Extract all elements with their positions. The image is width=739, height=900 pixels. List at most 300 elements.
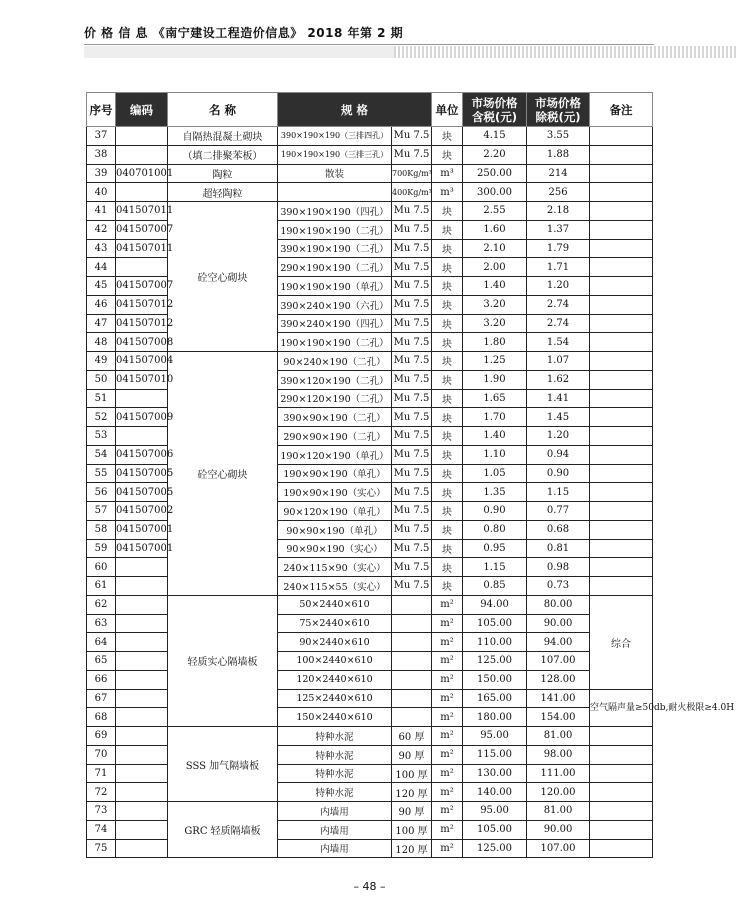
table-row bbox=[87, 164, 653, 183]
header-rule bbox=[84, 44, 654, 45]
row-grade: Mu 7.5 bbox=[392, 502, 432, 521]
row-remark bbox=[590, 464, 653, 483]
row-unit: 块 bbox=[432, 483, 463, 502]
row-remark bbox=[590, 277, 653, 296]
row-price-tax: 1.15 bbox=[463, 558, 527, 577]
row-grade: 100 厚 bbox=[392, 820, 432, 839]
row-number: 49 bbox=[87, 352, 116, 371]
row-grade: 60 厚 bbox=[392, 727, 432, 746]
row-unit: 块 bbox=[432, 445, 463, 464]
row-code bbox=[116, 745, 168, 764]
row-code: 041507005 bbox=[116, 464, 168, 483]
row-price-tax: 0.80 bbox=[463, 520, 527, 539]
row-grade: 90 厚 bbox=[392, 745, 432, 764]
row-price-notax: 107.00 bbox=[527, 652, 590, 671]
row-spec: 特种水泥 bbox=[278, 783, 392, 802]
row-remark bbox=[590, 745, 653, 764]
row-unit: m² bbox=[432, 839, 463, 858]
row-remark bbox=[590, 558, 653, 577]
row-unit: 块 bbox=[432, 427, 463, 446]
row-unit: 块 bbox=[432, 370, 463, 389]
row-price-notax: 256 bbox=[527, 183, 590, 202]
row-remark bbox=[590, 127, 653, 146]
table-row bbox=[87, 127, 653, 146]
row-unit: m² bbox=[432, 633, 463, 652]
col-spec: 规 格 bbox=[278, 93, 432, 127]
row-price-tax: 300.00 bbox=[463, 183, 527, 202]
row-unit: 块 bbox=[432, 539, 463, 558]
row-spec: 240×115×55（实心） bbox=[278, 577, 392, 596]
row-price-notax: 128.00 bbox=[527, 670, 590, 689]
row-remark bbox=[590, 820, 653, 839]
table-row bbox=[87, 183, 653, 202]
row-remark bbox=[590, 295, 653, 314]
row-remark bbox=[590, 427, 653, 446]
row-price-tax: 1.10 bbox=[463, 445, 527, 464]
row-price-notax: 81.00 bbox=[527, 727, 590, 746]
row-price-tax: 0.90 bbox=[463, 502, 527, 521]
row-number: 68 bbox=[87, 708, 116, 727]
row-remark bbox=[590, 145, 653, 164]
table-row bbox=[87, 802, 653, 821]
row-price-notax: 214 bbox=[527, 164, 590, 183]
row-spec: 50×2440×610 bbox=[278, 595, 392, 614]
row-price-notax: 98.00 bbox=[527, 745, 590, 764]
row-unit: 块 bbox=[432, 352, 463, 371]
row-number: 40 bbox=[87, 183, 116, 202]
row-grade: 700Kg/m³ bbox=[392, 164, 432, 183]
row-spec: 190×190×190（三排三孔） bbox=[278, 145, 392, 164]
row-spec: 75×2440×610 bbox=[278, 614, 392, 633]
row-price-notax: 1.07 bbox=[527, 352, 590, 371]
row-grade: Mu 7.5 bbox=[392, 445, 432, 464]
row-price-notax: 80.00 bbox=[527, 595, 590, 614]
row-unit: m² bbox=[432, 727, 463, 746]
row-price-notax: 1.71 bbox=[527, 258, 590, 277]
row-spec: 特种水泥 bbox=[278, 764, 392, 783]
row-price-tax: 1.40 bbox=[463, 277, 527, 296]
row-number: 74 bbox=[87, 820, 116, 839]
row-unit: m² bbox=[432, 670, 463, 689]
row-code: 041507004 bbox=[116, 352, 168, 371]
row-name: 自隔热混凝土砌块 bbox=[168, 127, 278, 146]
row-remark bbox=[590, 520, 653, 539]
row-number: 75 bbox=[87, 839, 116, 858]
row-price-notax: 120.00 bbox=[527, 783, 590, 802]
row-spec: 150×2440×610 bbox=[278, 708, 392, 727]
row-number: 67 bbox=[87, 689, 116, 708]
row-remark bbox=[590, 727, 653, 746]
row-grade: Mu 7.5 bbox=[392, 577, 432, 596]
row-number: 66 bbox=[87, 670, 116, 689]
row-price-tax: 95.00 bbox=[463, 802, 527, 821]
row-grade: Mu 7.5 bbox=[392, 464, 432, 483]
row-price-notax: 94.00 bbox=[527, 633, 590, 652]
row-grade: 90 厚 bbox=[392, 802, 432, 821]
row-unit: 块 bbox=[432, 295, 463, 314]
row-price-tax: 115.00 bbox=[463, 745, 527, 764]
row-code bbox=[116, 145, 168, 164]
row-number: 38 bbox=[87, 145, 116, 164]
row-spec: 190×90×190（实心） bbox=[278, 483, 392, 502]
row-number: 37 bbox=[87, 127, 116, 146]
row-spec: 290×190×190（二孔） bbox=[278, 258, 392, 277]
row-remark-note: 空气隔声量≥50db,耐火极限≥4.0H bbox=[590, 689, 653, 727]
row-spec bbox=[278, 183, 392, 202]
row-remark bbox=[590, 839, 653, 858]
row-remark bbox=[590, 333, 653, 352]
row-grade: Mu 7.5 bbox=[392, 427, 432, 446]
row-code bbox=[116, 802, 168, 821]
row-unit: m³ bbox=[432, 164, 463, 183]
row-code bbox=[116, 764, 168, 783]
row-grade: Mu 7.5 bbox=[392, 295, 432, 314]
row-grade: Mu 7.5 bbox=[392, 389, 432, 408]
row-number: 72 bbox=[87, 783, 116, 802]
row-code: 041507012 bbox=[116, 295, 168, 314]
col-name: 名 称 bbox=[168, 93, 278, 127]
row-remark-note: 综合 bbox=[590, 595, 653, 689]
row-price-tax: 105.00 bbox=[463, 820, 527, 839]
row-unit: 块 bbox=[432, 333, 463, 352]
row-price-notax: 0.98 bbox=[527, 558, 590, 577]
row-spec: 290×90×190（二孔） bbox=[278, 427, 392, 446]
row-number: 60 bbox=[87, 558, 116, 577]
row-number: 61 bbox=[87, 577, 116, 596]
row-spec: 390×90×190（二孔） bbox=[278, 408, 392, 427]
row-price-tax: 3.20 bbox=[463, 314, 527, 333]
row-number: 69 bbox=[87, 727, 116, 746]
row-unit: 块 bbox=[432, 389, 463, 408]
row-code: 041507009 bbox=[116, 408, 168, 427]
price-table bbox=[86, 92, 735, 858]
row-price-tax: 3.20 bbox=[463, 295, 527, 314]
row-price-tax: 180.00 bbox=[463, 708, 527, 727]
row-price-tax: 0.95 bbox=[463, 539, 527, 558]
row-price-notax: 0.77 bbox=[527, 502, 590, 521]
row-unit: 块 bbox=[432, 464, 463, 483]
row-price-notax: 90.00 bbox=[527, 614, 590, 633]
row-grade: 100 厚 bbox=[392, 764, 432, 783]
row-code bbox=[116, 689, 168, 708]
row-code bbox=[116, 783, 168, 802]
row-remark bbox=[590, 802, 653, 821]
row-grade: Mu 7.5 bbox=[392, 145, 432, 164]
row-group-name: 砼空心砌块 bbox=[168, 352, 278, 596]
row-unit: 块 bbox=[432, 220, 463, 239]
row-spec: 290×120×190（二孔） bbox=[278, 389, 392, 408]
table-row bbox=[87, 352, 653, 371]
row-grade bbox=[392, 670, 432, 689]
col-unit: 单位 bbox=[432, 93, 463, 127]
row-code bbox=[116, 183, 168, 202]
row-price-tax: 2.00 bbox=[463, 258, 527, 277]
col-price-tax-label: 市场价格 含税(元) bbox=[471, 95, 518, 124]
row-unit: m² bbox=[432, 652, 463, 671]
row-grade: Mu 7.5 bbox=[392, 220, 432, 239]
row-price-tax: 1.05 bbox=[463, 464, 527, 483]
row-spec: 90×90×190（实心） bbox=[278, 539, 392, 558]
row-spec: 90×240×190（二孔） bbox=[278, 352, 392, 371]
row-code: 041507006 bbox=[116, 445, 168, 464]
row-code: 041507005 bbox=[116, 483, 168, 502]
row-spec: 100×2440×610 bbox=[278, 652, 392, 671]
row-code: 041507011 bbox=[116, 239, 168, 258]
row-unit: m² bbox=[432, 802, 463, 821]
col-remark: 备注 bbox=[590, 93, 653, 127]
row-unit: 块 bbox=[432, 258, 463, 277]
row-grade bbox=[392, 614, 432, 633]
row-price-tax: 1.80 bbox=[463, 333, 527, 352]
page-header bbox=[84, 18, 654, 48]
row-price-tax: 1.60 bbox=[463, 220, 527, 239]
row-spec: 散装 bbox=[278, 164, 392, 183]
row-remark bbox=[590, 202, 653, 221]
row-price-notax: 1.54 bbox=[527, 333, 590, 352]
row-number: 59 bbox=[87, 539, 116, 558]
row-spec: 190×190×190（单孔） bbox=[278, 277, 392, 296]
row-code bbox=[116, 258, 168, 277]
row-group-name: 轻质实心隔墙板 bbox=[168, 595, 278, 726]
row-remark bbox=[590, 764, 653, 783]
table-row bbox=[87, 145, 653, 164]
row-price-notax: 0.94 bbox=[527, 445, 590, 464]
row-price-tax: 2.10 bbox=[463, 239, 527, 258]
row-unit: m² bbox=[432, 745, 463, 764]
row-spec: 90×90×190（单孔） bbox=[278, 520, 392, 539]
row-unit: 块 bbox=[432, 502, 463, 521]
row-spec: 内墙用 bbox=[278, 820, 392, 839]
row-spec: 390×190×190（三排四孔） bbox=[278, 127, 392, 146]
row-code: 041507012 bbox=[116, 314, 168, 333]
row-grade: Mu 7.5 bbox=[392, 558, 432, 577]
row-price-tax: 1.90 bbox=[463, 370, 527, 389]
row-spec: 190×90×190（单孔） bbox=[278, 464, 392, 483]
row-number: 55 bbox=[87, 464, 116, 483]
header-band bbox=[84, 46, 394, 58]
header-pattern bbox=[394, 46, 736, 58]
row-price-notax: 0.81 bbox=[527, 539, 590, 558]
row-grade: Mu 7.5 bbox=[392, 202, 432, 221]
row-grade: Mu 7.5 bbox=[392, 333, 432, 352]
row-grade bbox=[392, 689, 432, 708]
row-price-tax: 1.40 bbox=[463, 427, 527, 446]
row-code bbox=[116, 670, 168, 689]
row-number: 70 bbox=[87, 745, 116, 764]
row-grade: Mu 7.5 bbox=[392, 258, 432, 277]
row-remark bbox=[590, 258, 653, 277]
row-spec: 390×240×190（六孔） bbox=[278, 295, 392, 314]
row-number: 58 bbox=[87, 520, 116, 539]
row-spec: 190×190×190（二孔） bbox=[278, 333, 392, 352]
row-unit: m² bbox=[432, 689, 463, 708]
row-price-tax: 130.00 bbox=[463, 764, 527, 783]
row-unit: m² bbox=[432, 764, 463, 783]
row-remark bbox=[590, 220, 653, 239]
row-code bbox=[116, 708, 168, 727]
row-code: 041507011 bbox=[116, 202, 168, 221]
row-spec: 240×115×90（实心） bbox=[278, 558, 392, 577]
row-unit: 块 bbox=[432, 239, 463, 258]
row-spec: 特种水泥 bbox=[278, 745, 392, 764]
row-spec: 内墙用 bbox=[278, 839, 392, 858]
row-unit: 块 bbox=[432, 127, 463, 146]
row-price-tax: 95.00 bbox=[463, 727, 527, 746]
row-code bbox=[116, 577, 168, 596]
row-price-tax: 2.55 bbox=[463, 202, 527, 221]
row-grade: Mu 7.5 bbox=[392, 314, 432, 333]
row-price-notax: 1.37 bbox=[527, 220, 590, 239]
row-price-tax: 150.00 bbox=[463, 670, 527, 689]
row-unit: m² bbox=[432, 820, 463, 839]
row-spec: 190×190×190（二孔） bbox=[278, 220, 392, 239]
col-code: 编码 bbox=[116, 93, 168, 127]
row-price-notax: 2.18 bbox=[527, 202, 590, 221]
row-number: 41 bbox=[87, 202, 116, 221]
row-price-notax: 107.00 bbox=[527, 839, 590, 858]
row-grade: 120 厚 bbox=[392, 783, 432, 802]
row-remark bbox=[590, 577, 653, 596]
row-number: 63 bbox=[87, 614, 116, 633]
row-price-tax: 140.00 bbox=[463, 783, 527, 802]
row-group-name: 砼空心砌块 bbox=[168, 202, 278, 352]
row-price-notax: 1.20 bbox=[527, 427, 590, 446]
row-price-notax: 1.62 bbox=[527, 370, 590, 389]
row-unit: m² bbox=[432, 708, 463, 727]
row-number: 44 bbox=[87, 258, 116, 277]
row-unit: m³ bbox=[432, 183, 463, 202]
row-code bbox=[116, 427, 168, 446]
row-spec: 190×120×190（单孔） bbox=[278, 445, 392, 464]
row-name: （填二排聚苯板） bbox=[168, 145, 278, 164]
row-grade: Mu 7.5 bbox=[392, 127, 432, 146]
row-price-tax: 165.00 bbox=[463, 689, 527, 708]
row-price-tax: 105.00 bbox=[463, 614, 527, 633]
row-number: 53 bbox=[87, 427, 116, 446]
row-unit: m² bbox=[432, 595, 463, 614]
row-unit: 块 bbox=[432, 520, 463, 539]
row-spec: 390×190×190（四孔） bbox=[278, 202, 392, 221]
row-grade: Mu 7.5 bbox=[392, 408, 432, 427]
row-grade: 400Kg/m³ bbox=[392, 183, 432, 202]
row-spec: 390×240×190（四孔） bbox=[278, 314, 392, 333]
row-number: 52 bbox=[87, 408, 116, 427]
table-row bbox=[87, 595, 653, 614]
row-code: 041507010 bbox=[116, 370, 168, 389]
row-price-notax: 1.45 bbox=[527, 408, 590, 427]
row-number: 47 bbox=[87, 314, 116, 333]
row-price-tax: 2.20 bbox=[463, 145, 527, 164]
row-remark bbox=[590, 389, 653, 408]
row-price-tax: 250.00 bbox=[463, 164, 527, 183]
row-number: 62 bbox=[87, 595, 116, 614]
row-spec: 120×2440×610 bbox=[278, 670, 392, 689]
row-unit: 块 bbox=[432, 145, 463, 164]
row-number: 50 bbox=[87, 370, 116, 389]
header-title: 价 格 信 息 《南宁建设工程造价信息》 2018 年第 2 期 bbox=[84, 26, 404, 40]
row-price-tax: 1.70 bbox=[463, 408, 527, 427]
row-name: 超轻陶粒 bbox=[168, 183, 278, 202]
table-row bbox=[87, 727, 653, 746]
row-grade bbox=[392, 652, 432, 671]
row-number: 56 bbox=[87, 483, 116, 502]
row-price-notax: 2.74 bbox=[527, 314, 590, 333]
row-unit: 块 bbox=[432, 408, 463, 427]
row-unit: 块 bbox=[432, 558, 463, 577]
row-unit: 块 bbox=[432, 277, 463, 296]
row-number: 71 bbox=[87, 764, 116, 783]
row-grade: 120 厚 bbox=[392, 839, 432, 858]
row-code: 041507001 bbox=[116, 539, 168, 558]
row-remark bbox=[590, 539, 653, 558]
row-price-notax: 0.90 bbox=[527, 464, 590, 483]
row-price-notax: 90.00 bbox=[527, 820, 590, 839]
row-remark bbox=[590, 314, 653, 333]
row-remark bbox=[590, 183, 653, 202]
row-remark bbox=[590, 445, 653, 464]
row-price-tax: 110.00 bbox=[463, 633, 527, 652]
row-price-notax: 111.00 bbox=[527, 764, 590, 783]
row-price-tax: 1.25 bbox=[463, 352, 527, 371]
col-price-notax-label: 市场价格 除税(元) bbox=[535, 95, 582, 124]
row-remark bbox=[590, 502, 653, 521]
row-price-notax: 3.55 bbox=[527, 127, 590, 146]
row-code bbox=[116, 727, 168, 746]
row-code bbox=[116, 558, 168, 577]
row-code bbox=[116, 127, 168, 146]
row-spec: 390×120×190（二孔） bbox=[278, 370, 392, 389]
row-price-notax: 154.00 bbox=[527, 708, 590, 727]
row-spec: 特种水泥 bbox=[278, 727, 392, 746]
table-row bbox=[87, 202, 653, 221]
row-price-tax: 4.15 bbox=[463, 127, 527, 146]
row-price-tax: 125.00 bbox=[463, 839, 527, 858]
row-grade: Mu 7.5 bbox=[392, 370, 432, 389]
row-price-notax: 141.00 bbox=[527, 689, 590, 708]
row-unit: m² bbox=[432, 783, 463, 802]
row-number: 46 bbox=[87, 295, 116, 314]
row-number: 65 bbox=[87, 652, 116, 671]
row-price-notax: 1.79 bbox=[527, 239, 590, 258]
row-price-notax: 1.41 bbox=[527, 389, 590, 408]
row-remark bbox=[590, 783, 653, 802]
row-spec: 90×2440×610 bbox=[278, 633, 392, 652]
row-code: 041507001 bbox=[116, 520, 168, 539]
row-name: 陶粒 bbox=[168, 164, 278, 183]
row-number: 48 bbox=[87, 333, 116, 352]
row-price-tax: 1.65 bbox=[463, 389, 527, 408]
row-price-tax: 125.00 bbox=[463, 652, 527, 671]
row-grade: Mu 7.5 bbox=[392, 352, 432, 371]
row-spec: 390×190×190（二孔） bbox=[278, 239, 392, 258]
row-remark bbox=[590, 483, 653, 502]
row-group-name: SSS 加气隔墙板 bbox=[168, 727, 278, 802]
row-group-name: GRC 轻质隔墙板 bbox=[168, 802, 278, 858]
row-remark bbox=[590, 164, 653, 183]
row-price-notax: 1.15 bbox=[527, 483, 590, 502]
row-grade bbox=[392, 633, 432, 652]
row-grade: Mu 7.5 bbox=[392, 483, 432, 502]
row-remark bbox=[590, 370, 653, 389]
row-number: 54 bbox=[87, 445, 116, 464]
row-grade bbox=[392, 708, 432, 727]
row-unit: m² bbox=[432, 614, 463, 633]
row-price-notax: 81.00 bbox=[527, 802, 590, 821]
row-code bbox=[116, 595, 168, 614]
row-code bbox=[116, 839, 168, 858]
row-grade: Mu 7.5 bbox=[392, 277, 432, 296]
row-number: 51 bbox=[87, 389, 116, 408]
